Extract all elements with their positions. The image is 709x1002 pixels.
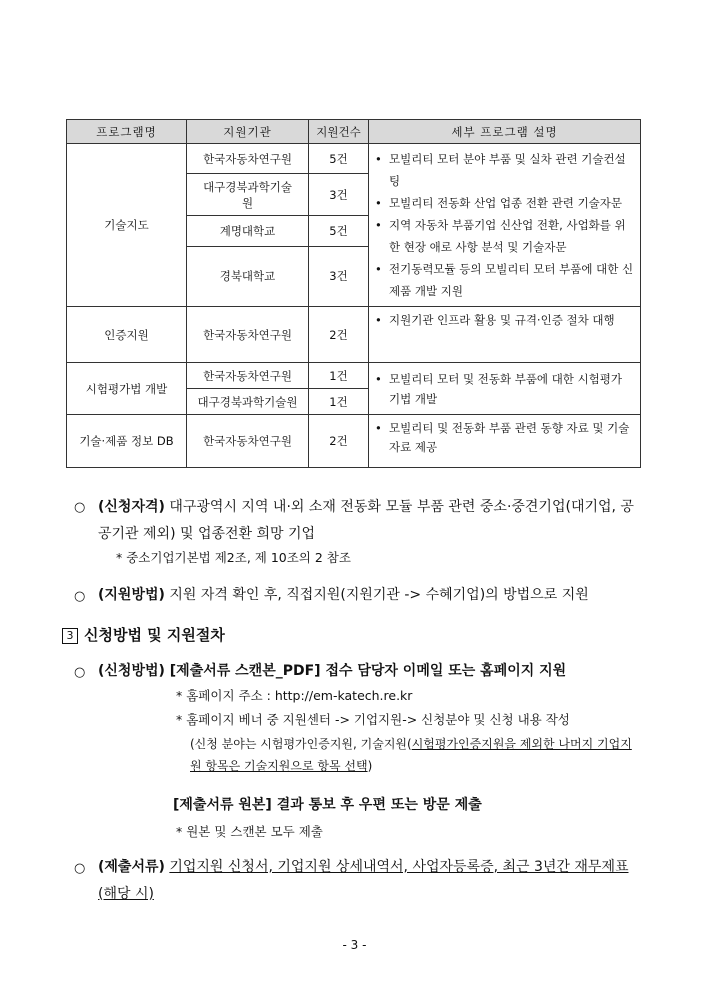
desc-item: • 전기동력모듈 등의 모빌리티 모터 부품에 대한 신제품 개발 지원 — [375, 258, 634, 302]
apply-method-label: (신청방법) — [98, 663, 165, 679]
header-count: 지원건수 — [309, 120, 369, 144]
count-cell: 3건 — [309, 174, 369, 216]
documents-paragraph — [98, 854, 644, 908]
banner-note: * 홈페이지 베너 중 지원센터 -> 기업지원-> 신청분야 및 신청 내용 작성 — [176, 712, 570, 727]
category-note-prefix: (신청 분야는 시험평가인증지원, 기술지원( — [190, 737, 412, 751]
category-note — [190, 733, 642, 777]
description-tech-guidance — [369, 144, 641, 307]
desc-item: • 모빌리티 전동화 산업 업종 전환 관련 기술자문 — [375, 192, 634, 214]
header-description: 세부 프로그램 설명 — [369, 120, 641, 144]
category-note-underlined: 시험평가인증지원을 제외한 나머지 기업지원 항목은 기술지원으로 항목 선택 — [190, 737, 632, 773]
homepage-label: * 홈페이지 주소 : — [176, 688, 275, 703]
support-method-label: (지원방법) — [98, 587, 165, 603]
page-number: - 3 - — [342, 938, 367, 952]
original-submission: [제출서류 원본] 결과 통보 후 우편 또는 방문 제출 — [173, 797, 482, 813]
agency-cell: 대구경북과학기술원 — [187, 174, 309, 216]
agency-cell: 한국자동차연구원 — [187, 144, 309, 174]
original-note: * 원본 및 스캔본 모두 제출 — [176, 824, 323, 839]
eligibility-text: 대구광역시 지역 내·외 소재 전동화 모듈 부품 관련 중소·중견기업(대기업, 공공기관 제외) 및 업종전환 희망 기업 — [98, 499, 634, 542]
agency-cell: 한국자동차연구원 — [187, 415, 309, 468]
homepage-note — [176, 686, 412, 704]
category-note-suffix: ) — [367, 759, 373, 773]
eligibility-paragraph — [98, 494, 644, 548]
bullet-marker: ○ — [74, 861, 86, 876]
apply-method-text: [제출서류 스캔본_PDF] 접수 담당자 이메일 또는 홈페이지 지원 — [169, 663, 567, 679]
description-test-eval — [369, 363, 641, 415]
homepage-url[interactable]: http://em-katech.re.kr — [274, 688, 413, 703]
section-title: 신청방법 및 지원절차 — [84, 626, 225, 644]
section-heading — [62, 624, 225, 645]
description-certification — [369, 307, 641, 363]
agency-cell: 경북대학교 — [187, 246, 309, 306]
program-test-eval: 시험평가법 개발 — [67, 363, 187, 415]
program-info-db: 기술·제품 정보 DB — [67, 415, 187, 468]
count-cell: 2건 — [309, 415, 369, 468]
agency-cell: 한국자동차연구원 — [187, 307, 309, 363]
eligibility-note: * 중소기업기본법 제2조, 제 10조의 2 참조 — [116, 550, 351, 565]
apply-method-paragraph — [98, 658, 566, 685]
desc-item: • 모빌리티 모터 및 전동화 부품에 대한 시험평가 기법 개발 — [375, 369, 634, 409]
bullet-marker: ○ — [74, 665, 86, 680]
description-info-db — [369, 415, 641, 468]
documents-text: 기업지원 신청서, 기업지원 상세내역서, 사업자등록증, 최근 3년간 재무제표(해당 시) — [98, 859, 629, 902]
header-program: 프로그램명 — [67, 120, 187, 144]
documents-label: (제출서류) — [98, 859, 165, 875]
section-number: 3 — [62, 628, 78, 644]
count-cell: 5건 — [309, 144, 369, 174]
bullet-marker: ○ — [74, 589, 86, 604]
desc-item: • 모빌리티 및 전동화 부품 관련 동향 자료 및 기술 자료 제공 — [375, 419, 634, 457]
desc-item: • 모빌리티 모터 분야 부품 및 실차 관련 기술컨설팅 — [375, 148, 634, 192]
program-table — [66, 119, 641, 468]
count-cell: 3건 — [309, 246, 369, 306]
agency-cell: 한국자동차연구원 — [187, 363, 309, 389]
eligibility-label: (신청자격) — [98, 499, 165, 515]
desc-item: • 지원기관 인프라 활용 및 규격·인증 절차 대행 — [375, 311, 634, 330]
support-method-text: 지원 자격 확인 후, 직접지원(지원기관 -> 수혜기업)의 방법으로 지원 — [169, 587, 589, 603]
bullet-marker: ○ — [74, 500, 86, 515]
count-cell: 1건 — [309, 389, 369, 415]
support-method-paragraph — [98, 582, 658, 609]
count-cell: 1건 — [309, 363, 369, 389]
program-tech-guidance: 기술지도 — [67, 144, 187, 307]
count-cell: 2건 — [309, 307, 369, 363]
agency-cell: 계명대학교 — [187, 216, 309, 246]
agency-cell: 대구경북과학기술원 — [187, 389, 309, 415]
header-agency: 지원기관 — [187, 120, 309, 144]
program-certification: 인증지원 — [67, 307, 187, 363]
desc-item: • 지역 자동차 부품기업 신산업 전환, 사업화를 위한 현장 애로 사항 분석 및 기술자문 — [375, 214, 634, 258]
count-cell: 5건 — [309, 216, 369, 246]
